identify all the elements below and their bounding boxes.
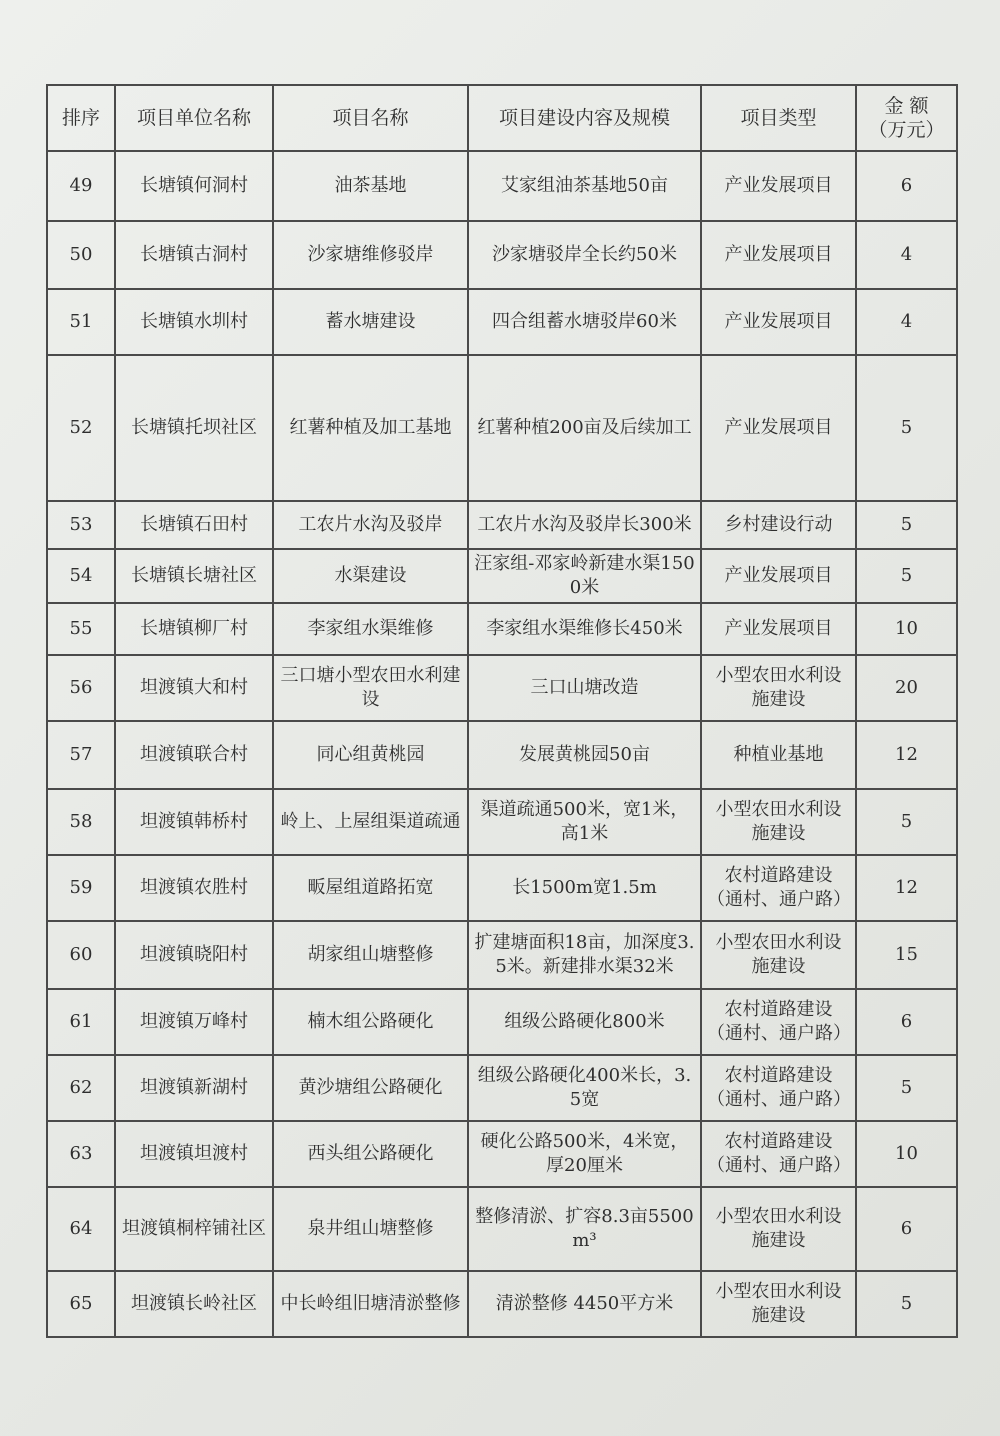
cell-index: 58 — [47, 789, 115, 855]
cell-unit-name: 长塘镇水圳村 — [115, 289, 273, 355]
cell-project-name: 水渠建设 — [273, 549, 468, 603]
cell-amount: 10 — [856, 603, 957, 655]
header-unit-name: 项目单位名称 — [115, 85, 273, 151]
cell-project-content: 沙家塘驳岸全长约50米 — [468, 221, 701, 289]
header-project-type: 项目类型 — [701, 85, 856, 151]
cell-amount: 12 — [856, 855, 957, 921]
cell-amount: 6 — [856, 1187, 957, 1271]
table-row — [47, 221, 957, 289]
cell-project-type: 产业发展项目 — [701, 355, 856, 501]
cell-project-type: 乡村建设行动 — [701, 501, 856, 549]
cell-index: 64 — [47, 1187, 115, 1271]
cell-project-content: 发展黄桃园50亩 — [468, 721, 701, 789]
cell-amount: 5 — [856, 1055, 957, 1121]
cell-unit-name: 坦渡镇坦渡村 — [115, 1121, 273, 1187]
cell-project-content: 硬化公路500米，4米宽，厚20厘米 — [468, 1121, 701, 1187]
header-amount: 金 额 （万元） — [856, 85, 957, 151]
table-row — [47, 603, 957, 655]
cell-project-type: 农村道路建设（通村、通户路） — [701, 989, 856, 1055]
cell-project-content: 工农片水沟及驳岸长300米 — [468, 501, 701, 549]
cell-project-content: 长1500m宽1.5m — [468, 855, 701, 921]
header-project-content: 项目建设内容及规模 — [468, 85, 701, 151]
cell-project-type: 产业发展项目 — [701, 221, 856, 289]
table-row — [47, 1055, 957, 1121]
cell-project-content: 艾家组油茶基地50亩 — [468, 151, 701, 221]
cell-amount: 5 — [856, 789, 957, 855]
cell-project-type: 产业发展项目 — [701, 549, 856, 603]
cell-project-name: 同心组黄桃园 — [273, 721, 468, 789]
cell-project-type: 小型农田水利设施建设 — [701, 655, 856, 721]
cell-project-type: 农村道路建设（通村、通户路） — [701, 1121, 856, 1187]
cell-project-content: 汪家组-邓家岭新建水渠1500米 — [468, 549, 701, 603]
cell-project-name: 西头组公路硬化 — [273, 1121, 468, 1187]
cell-index: 52 — [47, 355, 115, 501]
cell-amount: 5 — [856, 549, 957, 603]
table-row — [47, 501, 957, 549]
cell-amount: 10 — [856, 1121, 957, 1187]
cell-project-name: 油茶基地 — [273, 151, 468, 221]
cell-project-name: 岭上、上屋组渠道疏通 — [273, 789, 468, 855]
cell-unit-name: 长塘镇石田村 — [115, 501, 273, 549]
cell-project-type: 产业发展项目 — [701, 603, 856, 655]
cell-project-type: 农村道路建设（通村、通户路） — [701, 855, 856, 921]
cell-amount: 6 — [856, 989, 957, 1055]
cell-project-content: 组级公路硬化400米长，3.5宽 — [468, 1055, 701, 1121]
cell-project-name: 李家组水渠维修 — [273, 603, 468, 655]
cell-index: 63 — [47, 1121, 115, 1187]
cell-project-name: 三口塘小型农田水利建设 — [273, 655, 468, 721]
cell-index: 65 — [47, 1271, 115, 1337]
cell-unit-name: 坦渡镇万峰村 — [115, 989, 273, 1055]
cell-amount: 20 — [856, 655, 957, 721]
cell-project-name: 泉井组山塘整修 — [273, 1187, 468, 1271]
cell-unit-name: 长塘镇长塘社区 — [115, 549, 273, 603]
cell-index: 61 — [47, 989, 115, 1055]
table-row — [47, 921, 957, 989]
cell-index: 55 — [47, 603, 115, 655]
cell-project-name: 胡家组山塘整修 — [273, 921, 468, 989]
cell-project-content: 扩建塘面积18亩，加深度3.5米。新建排水渠32米 — [468, 921, 701, 989]
cell-project-name: 畈屋组道路拓宽 — [273, 855, 468, 921]
cell-amount: 5 — [856, 501, 957, 549]
project-table — [46, 84, 958, 1338]
cell-index: 49 — [47, 151, 115, 221]
cell-project-type: 小型农田水利设施建设 — [701, 921, 856, 989]
cell-unit-name: 坦渡镇桐梓铺社区 — [115, 1187, 273, 1271]
cell-project-content: 组级公路硬化800米 — [468, 989, 701, 1055]
table-row — [47, 1187, 957, 1271]
cell-project-content: 李家组水渠维修长450米 — [468, 603, 701, 655]
cell-unit-name: 坦渡镇新湖村 — [115, 1055, 273, 1121]
table-row — [47, 789, 957, 855]
table-row — [47, 721, 957, 789]
cell-index: 51 — [47, 289, 115, 355]
cell-unit-name: 长塘镇柳厂村 — [115, 603, 273, 655]
cell-unit-name: 坦渡镇晓阳村 — [115, 921, 273, 989]
table-row — [47, 989, 957, 1055]
table-row — [47, 549, 957, 603]
cell-unit-name: 长塘镇托坝社区 — [115, 355, 273, 501]
cell-project-content: 整修清淤、扩容8.3亩5500m³ — [468, 1187, 701, 1271]
cell-index: 59 — [47, 855, 115, 921]
cell-project-type: 小型农田水利设施建设 — [701, 789, 856, 855]
cell-index: 60 — [47, 921, 115, 989]
cell-project-name: 工农片水沟及驳岸 — [273, 501, 468, 549]
table-row — [47, 1121, 957, 1187]
cell-unit-name: 长塘镇何洞村 — [115, 151, 273, 221]
cell-project-name: 黄沙塘组公路硬化 — [273, 1055, 468, 1121]
table-header-row — [47, 85, 957, 151]
cell-amount: 6 — [856, 151, 957, 221]
cell-index: 62 — [47, 1055, 115, 1121]
cell-project-name: 蓄水塘建设 — [273, 289, 468, 355]
cell-index: 54 — [47, 549, 115, 603]
cell-index: 53 — [47, 501, 115, 549]
cell-project-type: 种植业基地 — [701, 721, 856, 789]
cell-project-name: 红薯种植及加工基地 — [273, 355, 468, 501]
cell-project-content: 红薯种植200亩及后续加工 — [468, 355, 701, 501]
table-row — [47, 855, 957, 921]
cell-unit-name: 长塘镇古洞村 — [115, 221, 273, 289]
cell-project-type: 小型农田水利设施建设 — [701, 1271, 856, 1337]
cell-amount: 15 — [856, 921, 957, 989]
cell-unit-name: 坦渡镇大和村 — [115, 655, 273, 721]
table-row — [47, 655, 957, 721]
table-row — [47, 1271, 957, 1337]
cell-amount: 4 — [856, 221, 957, 289]
cell-project-content: 清淤整修 4450平方米 — [468, 1271, 701, 1337]
cell-project-content: 四合组蓄水塘驳岸60米 — [468, 289, 701, 355]
cell-amount: 5 — [856, 1271, 957, 1337]
cell-index: 57 — [47, 721, 115, 789]
cell-unit-name: 坦渡镇联合村 — [115, 721, 273, 789]
cell-unit-name: 坦渡镇韩桥村 — [115, 789, 273, 855]
header-project-name: 项目名称 — [273, 85, 468, 151]
cell-unit-name: 坦渡镇长岭社区 — [115, 1271, 273, 1337]
cell-project-name: 楠木组公路硬化 — [273, 989, 468, 1055]
table-row — [47, 151, 957, 221]
cell-project-name: 中长岭组旧塘清淤整修 — [273, 1271, 468, 1337]
cell-amount: 5 — [856, 355, 957, 501]
cell-amount: 4 — [856, 289, 957, 355]
cell-project-content: 三口山塘改造 — [468, 655, 701, 721]
cell-project-type: 农村道路建设（通村、通户路） — [701, 1055, 856, 1121]
table-row — [47, 289, 957, 355]
cell-project-content: 渠道疏通500米，宽1米，高1米 — [468, 789, 701, 855]
cell-project-name: 沙家塘维修驳岸 — [273, 221, 468, 289]
cell-index: 50 — [47, 221, 115, 289]
cell-unit-name: 坦渡镇农胜村 — [115, 855, 273, 921]
table-row — [47, 355, 957, 501]
cell-project-type: 小型农田水利设施建设 — [701, 1187, 856, 1271]
cell-amount: 12 — [856, 721, 957, 789]
cell-index: 56 — [47, 655, 115, 721]
cell-project-type: 产业发展项目 — [701, 289, 856, 355]
cell-project-type: 产业发展项目 — [701, 151, 856, 221]
header-index: 排序 — [47, 85, 115, 151]
